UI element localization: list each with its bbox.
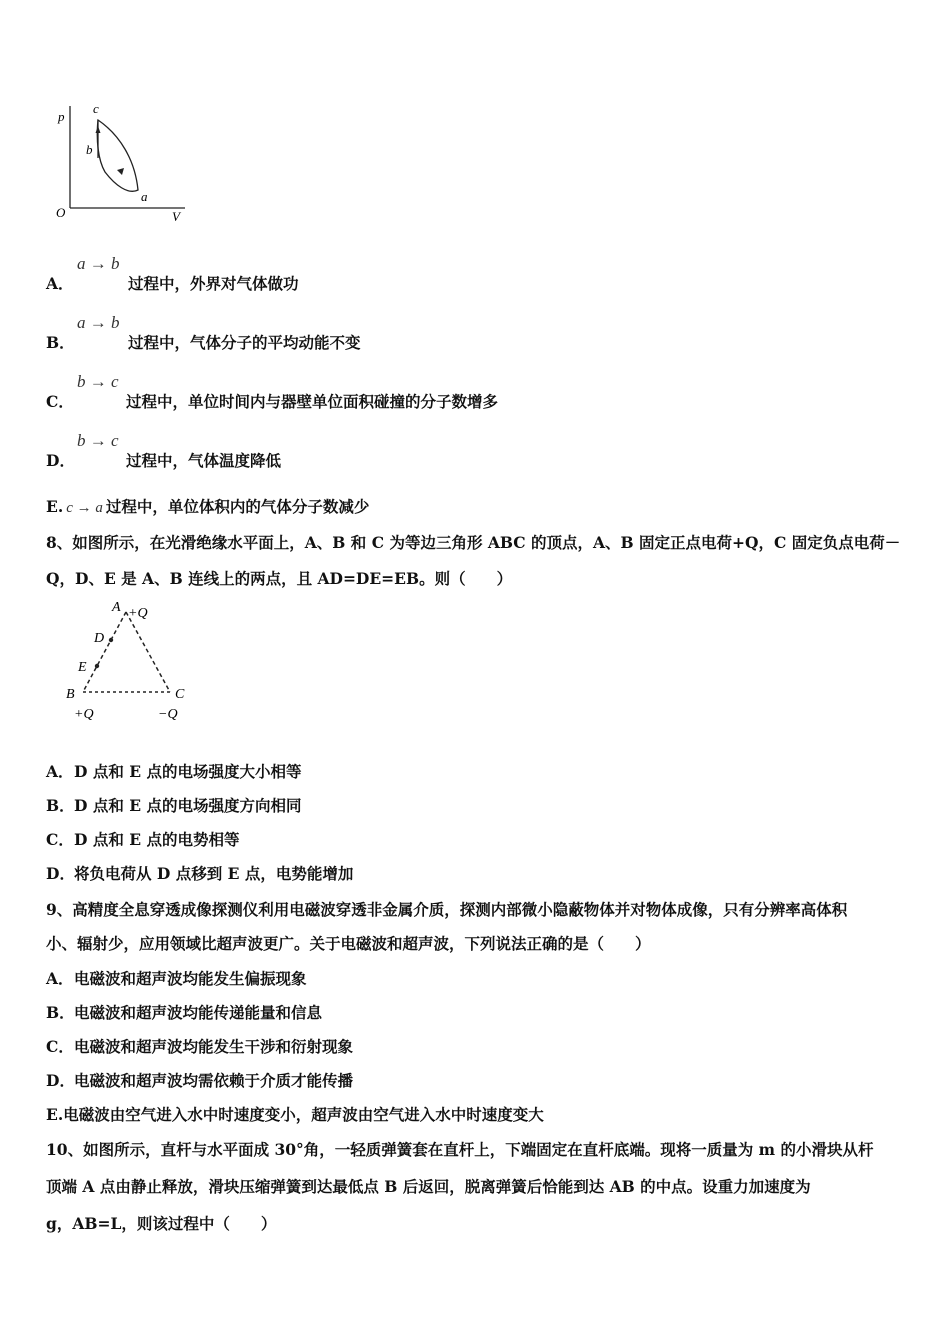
- q7-option-d: D． b → c 过程中，气体温度降低: [46, 431, 282, 470]
- cycle-curve: [97, 120, 138, 191]
- pv-diagram: [50, 100, 195, 225]
- q9-stem-line1: 9、高精度全息穿透成像探测仪利用电磁波穿透非金属介质，探测内部微小隐蔽物体并对物体成像，只有分辨率高体积: [46, 900, 848, 919]
- point-a-label: a: [141, 189, 148, 204]
- side-ab: [83, 612, 126, 692]
- q9-option-d: D．电磁波和超声波均需依赖于介质才能传播: [46, 1071, 354, 1090]
- q9-stem-line2: 小、辐射少，应用领域比超声波更广。关于电磁波和超声波，下列说法正确的是（ ）: [46, 934, 651, 953]
- point-e-label: E: [78, 660, 87, 675]
- axis-v-label: V: [172, 209, 180, 224]
- axis-p-label: p: [58, 109, 65, 124]
- formula: a → b: [77, 313, 120, 332]
- point-e-dot: [95, 664, 99, 668]
- side-ac: [126, 612, 170, 692]
- q7-option-b: B． a → b 过程中，气体分子的平均动能不变: [46, 313, 361, 352]
- q10-stem-line3: g，AB=L，则该过程中（ ）: [46, 1214, 277, 1233]
- origin-label: O: [56, 205, 66, 220]
- q9-option-c: C．电磁波和超声波均能发生干涉和衍射现象: [46, 1037, 354, 1056]
- formula: b → c: [77, 431, 119, 450]
- formula: c → a: [66, 500, 103, 516]
- q8-stem-line2: Q，D、E 是 A、B 连线上的两点，且 AD=DE=EB。则（ ）: [46, 569, 513, 588]
- charge-a-label: +Q: [128, 606, 148, 621]
- formula: b → c: [77, 372, 119, 391]
- point-b-label: b: [86, 142, 93, 157]
- q8-option-d: D．将负电荷从 D 点移到 E 点，电势能增加: [46, 864, 354, 883]
- q10-stem-line2: 顶端 A 点由静止释放，滑块压缩弹簧到达最低点 B 后返回，脱离弹簧后恰能到达 AB 的中点。设重力加速度为: [46, 1177, 811, 1196]
- q10-stem-line1: 10、如图所示，直杆与水平面成 30°角，一轻质弹簧套在直杆上，下端固定在直杆底端。现将一质量为 m 的小滑块从杆: [46, 1140, 874, 1159]
- vertex-c-label: C: [175, 687, 185, 702]
- q7-option-c: C． b → c 过程中，单位时间内与器壁单位面积碰撞的分子数增多: [46, 372, 499, 411]
- charge-b-label: +Q: [74, 707, 94, 722]
- q9-option-e: E.电磁波由空气进入水中时速度变小，超声波由空气进入水中时速度变大: [46, 1105, 544, 1124]
- charge-c-label: −Q: [158, 707, 178, 722]
- q9-option-b: B．电磁波和超声波均能传递能量和信息: [46, 1003, 323, 1022]
- q8-option-a: A．D 点和 E 点的电场强度大小相等: [46, 762, 302, 781]
- vertex-a-label: A: [112, 600, 121, 615]
- q9-option-a: A．电磁波和超声波均能发生偏振现象: [46, 969, 307, 988]
- q7-option-e: E. c → a 过程中，单位体积内的气体分子数减少: [46, 497, 370, 516]
- triangle-diagram: [48, 596, 208, 728]
- q8-stem-line1: 8、如图所示，在光滑绝缘水平面上，A、B 和 C 为等边三角形 ABC 的顶点，A、B 固定正点电荷+Q，C 固定负点电荷－: [46, 533, 901, 552]
- q8-option-b: B．D 点和 E 点的电场强度方向相同: [46, 796, 302, 815]
- arrow-up-icon: [96, 126, 101, 133]
- point-d-label: D: [94, 631, 105, 646]
- q7-option-a: A． a → b 过程中，外界对气体做功: [46, 254, 299, 293]
- point-d-dot: [109, 638, 113, 642]
- formula: a → b: [77, 254, 120, 273]
- point-c-label: c: [93, 101, 99, 116]
- vertex-b-label: B: [66, 687, 75, 702]
- q8-option-c: C．D 点和 E 点的电势相等: [46, 830, 240, 849]
- arrow-down-icon: [117, 168, 124, 175]
